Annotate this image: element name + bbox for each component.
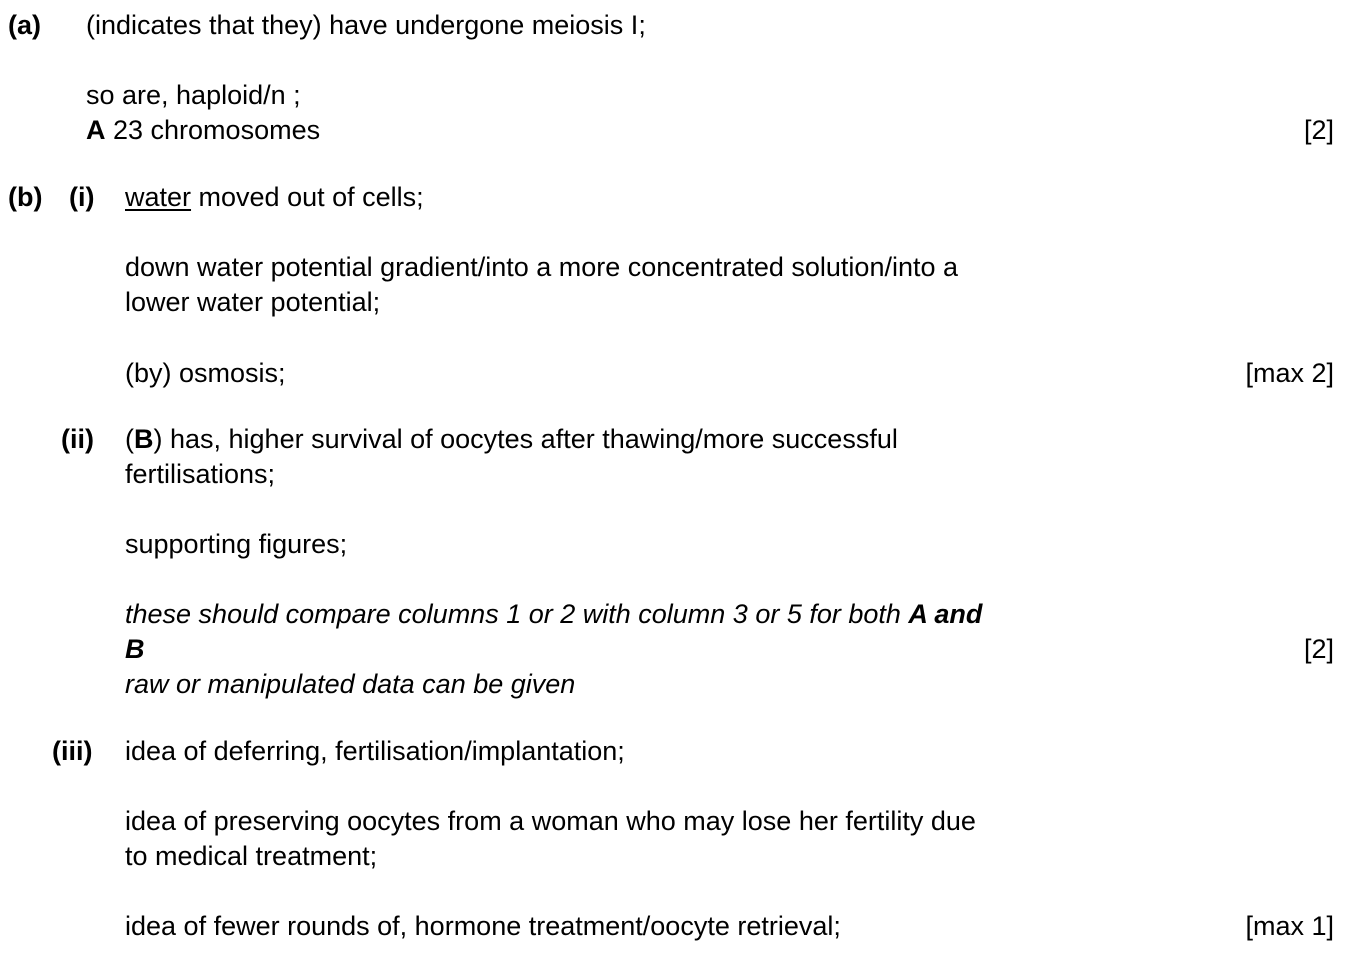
part-b-iii-point-2-line-1: idea of preserving oocytes from a woman who may lose her fertility due: [125, 806, 976, 836]
part-b-ii-label: (ii): [61, 424, 94, 454]
accept-text: 23 chromosomes: [105, 115, 321, 145]
part-a-accept-line: [86, 117, 320, 144]
part-a-label: (a): [8, 10, 41, 40]
part-a-point-1: (indicates that they) have undergone meiosis I;: [86, 10, 646, 40]
option-b: B: [134, 424, 154, 454]
part-b-iii-marks: [max 1]: [1245, 911, 1334, 941]
part-b-i-marks: [max 2]: [1245, 358, 1334, 388]
part-b-i-point-3: (by) osmosis;: [125, 358, 286, 388]
part-b-ii-note-line-3: raw or manipulated data can be given: [125, 669, 576, 699]
part-b-ii-note-line-2: B: [125, 634, 145, 664]
part-b-i-point-1: [125, 184, 424, 211]
part-b-label: (b): [8, 182, 43, 212]
part-b-iii-point-2-line-2: to medical treatment;: [125, 841, 378, 871]
part-b-ii-note-line-1: [125, 601, 982, 628]
part-b-ii-point-2: supporting figures;: [125, 529, 348, 559]
part-b-ii-point-1-line-2: fertilisations;: [125, 459, 276, 489]
accept-marker: A: [86, 115, 106, 145]
part-a-marks: [2]: [1303, 115, 1334, 145]
part-b-ii-point-1: [125, 426, 898, 453]
part-b-i-label: (i): [69, 182, 95, 212]
point-1-rest: ) has, higher survival of oocytes after thawing/more successful: [153, 424, 898, 454]
point-1-rest: moved out of cells;: [191, 182, 424, 212]
paren-open: (: [125, 424, 134, 454]
part-b-i-point-2-line-1: down water potential gradient/into a more concentrated solution/into a: [125, 252, 959, 282]
note-text: these should compare columns 1 or 2 with column 3 or 5 for both: [125, 599, 909, 629]
underlined-keyword: water: [125, 182, 192, 212]
note-bold: A and: [908, 599, 983, 629]
part-b-iii-point-1: idea of deferring, fertilisation/implantation;: [125, 736, 625, 766]
part-b-iii-label: (iii): [52, 736, 93, 766]
part-b-i-point-2-line-2: lower water potential;: [125, 287, 381, 317]
part-a-point-2: so are, haploid/n ;: [86, 80, 301, 110]
part-b-iii-point-3: idea of fewer rounds of, hormone treatment/oocyte retrieval;: [125, 911, 841, 941]
part-b-ii-marks: [2]: [1303, 634, 1334, 664]
